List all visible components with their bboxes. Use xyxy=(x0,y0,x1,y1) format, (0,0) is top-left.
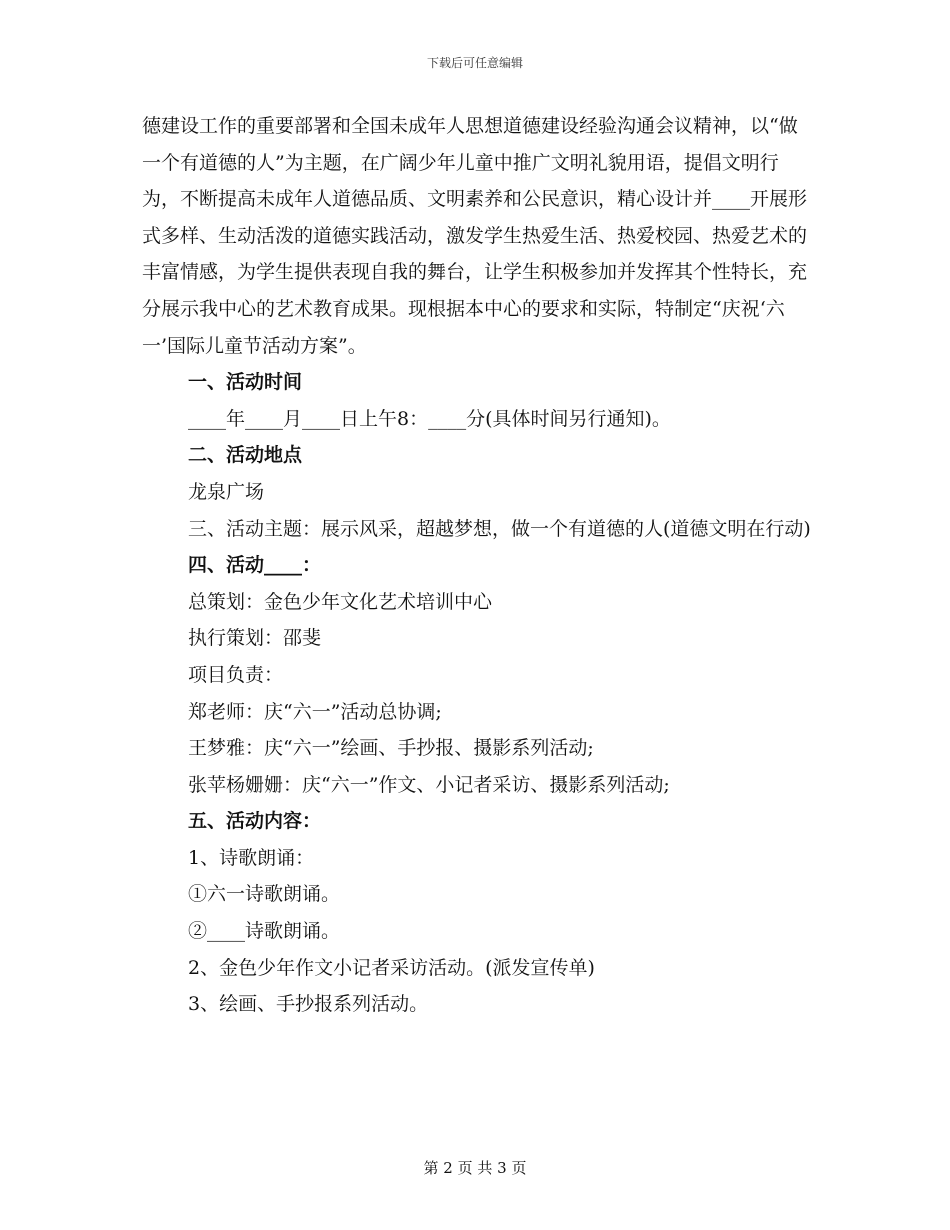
section-4-item: 张苹杨姗姗：庆“六一”作文、小记者采访、摄影系列活动; xyxy=(188,773,670,796)
intro-paragraph: 德建设工作的重要部署和全国未成年人思想道德建设经验沟通会议精神，以“做一个有道德的人”为主题，在广阔少年儿童中推广文明礼貌用语，提倡文明行为，不断提高未成年人道德品质、文明素养和公民意识，精心设计并____开展形式多样、生动活泼的道德实践活动，激发学生热爱生活、热爱校园、热爱艺术的丰富情感，为学生提供表现自我的舞台，让学生积极参加并发挥其个性特长，充分展示我中心的艺术教育成果。现根据本中心的要求和实际，特制定“庆祝‘六一’国际儿童节活动方案”。 xyxy=(142,115,808,357)
section-4-item: 郑老师：庆“六一”活动总协调; xyxy=(188,700,442,723)
section-5-item: ①六一诗歌朗诵。 xyxy=(188,883,341,906)
section-1-heading: 一、活动时间 xyxy=(188,371,303,394)
section-5-item: 2、金色少年作文小记者采访活动。(派发宣传单) xyxy=(188,956,595,979)
section-2-text: 龙泉广场 xyxy=(188,480,265,503)
page-header: 下载后可任意编辑 xyxy=(426,56,523,70)
section-5-item: 1、诗歌朗诵： xyxy=(188,846,315,869)
section-4-item: 王梦雅：庆“六一”绘画、手抄报、摄影系列活动; xyxy=(188,737,594,760)
page-footer: 第 2 页 共 3 页 xyxy=(423,1159,527,1177)
section-1-text: ____年____月____日上午8：____分(具体时间另行通知)。 xyxy=(188,407,671,430)
section-4-item: 总策划：金色少年文化艺术培训中心 xyxy=(188,590,493,613)
document-body xyxy=(142,108,814,1023)
section-4-item: 项目负责： xyxy=(188,663,284,686)
section-5-item: 3、绘画、手抄报系列活动。 xyxy=(188,993,429,1016)
section-4-item: 执行策划：邵斐 xyxy=(188,627,322,650)
section-5-heading: 五、活动内容： xyxy=(188,810,322,833)
section-3-text: 三、活动主题：展示风采，超越梦想，做一个有道德的人(道德文明在行动) xyxy=(188,517,811,540)
section-5-item: ②____诗歌朗诵。 xyxy=(188,920,341,943)
section-2-heading: 二、活动地点 xyxy=(188,444,303,467)
section-4-heading: 四、活动____： xyxy=(188,554,322,577)
